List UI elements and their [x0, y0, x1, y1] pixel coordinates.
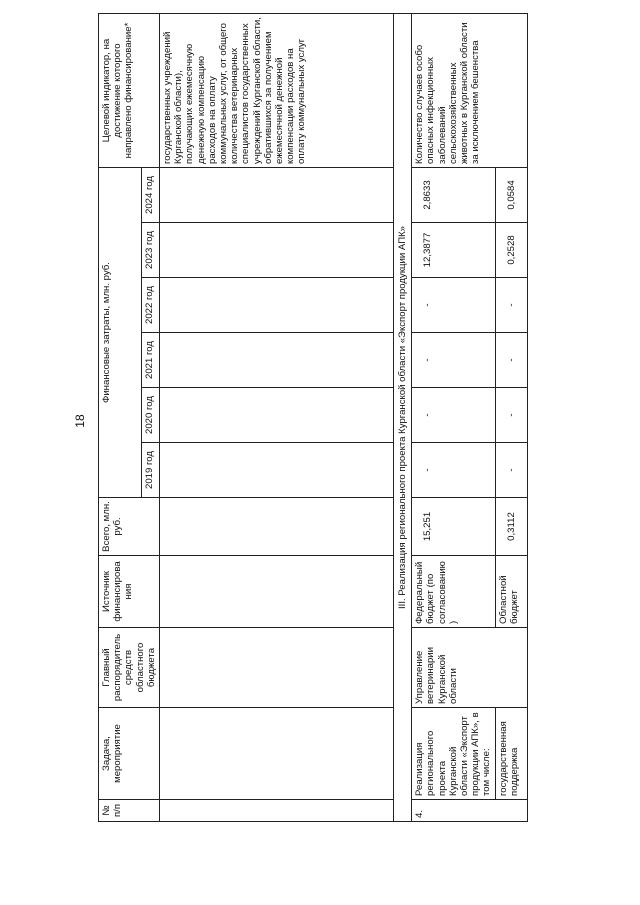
item4-year-value: -: [412, 278, 495, 333]
continuation-row: [160, 14, 394, 822]
cell-empty: [160, 498, 394, 556]
item4-num: 4.: [412, 800, 527, 822]
cell-empty: [160, 628, 394, 708]
section-title: III. Реализация регионального проекта Курганской области «Экспорт продукции АПК»: [394, 14, 412, 822]
cell-empty: [160, 333, 394, 388]
header-year: 2020 год: [142, 388, 160, 443]
item4-year-value: -: [412, 388, 495, 443]
header-total: Всего, млн. руб.: [99, 498, 160, 556]
cell-empty: [160, 388, 394, 443]
item4-year-value: 12,3877: [412, 223, 495, 278]
cell-empty: [160, 556, 394, 628]
item4-year-value: 0,0584: [495, 168, 527, 223]
document-sheet: [98, 16, 582, 822]
item4-indicator: Количество случаев особо опасных инфекционных заболеваний сельскохозяйственных животных в Курганской области за исключением бешенства: [412, 14, 527, 168]
cell-empty: [160, 800, 394, 822]
cell-empty: [160, 223, 394, 278]
header-manager: Главный распорядитель средств областного бюджета: [99, 628, 160, 708]
header-year: 2021 год: [142, 333, 160, 388]
item4-task: Реализация регионального проекта Курганской области «Экспорт продукции АПК», в том числе:: [412, 708, 495, 800]
budget-table: [98, 13, 528, 822]
item4-total-regional: 0,3112: [495, 498, 527, 556]
cell-empty: [160, 708, 394, 800]
header-year: 2023 год: [142, 223, 160, 278]
cell-empty: [160, 168, 394, 223]
item4-year-value: 0,2528: [495, 223, 527, 278]
item4-source-regional: Областной бюджет: [495, 556, 527, 628]
header-source: Источник финансирования: [99, 556, 160, 628]
header-indicator: Целевой индикатор, на достижение которого направлено финансирование*: [99, 14, 160, 168]
header-year: 2019 год: [142, 443, 160, 498]
item4-task-sub: государственная поддержка: [495, 708, 527, 800]
continuation-indicator: государственных учреждений Курганской области), получающих ежемесячную денежную компенсацию расходов на оплату коммунальных услуг, от общего количества ветеринарных специалистов государственных учреждений Курганской области, обратившихся за получением ежемесячной денежной компенсации расходов на оплату коммунальных услуг: [160, 14, 394, 168]
page-number: 18: [73, 414, 87, 428]
header-task: Задача, мероприятие: [99, 708, 160, 800]
item4-total-federal: 15,251: [412, 498, 495, 556]
header-year: 2024 год: [142, 168, 160, 223]
cell-empty: [160, 278, 394, 333]
item4-year-value: -: [495, 443, 527, 498]
cell-empty: [160, 443, 394, 498]
header-row: [99, 14, 142, 822]
section-row: [394, 14, 412, 822]
header-costs-group: Финансовые затраты, млн. руб.: [99, 168, 142, 498]
item4-year-value: -: [412, 443, 495, 498]
header-year: 2022 год: [142, 278, 160, 333]
item4-source-federal: Федеральный бюджет (по согласованию): [412, 556, 495, 628]
header-num: № п/п: [99, 800, 160, 822]
item4-federal-row: [412, 14, 495, 822]
item4-year-value: 2,8633: [412, 168, 495, 223]
item4-year-value: -: [412, 333, 495, 388]
item4-manager: Управление ветеринарии Курганской области: [412, 628, 527, 708]
item4-year-value: -: [495, 333, 527, 388]
item4-year-value: -: [495, 278, 527, 333]
item4-year-value: -: [495, 388, 527, 443]
